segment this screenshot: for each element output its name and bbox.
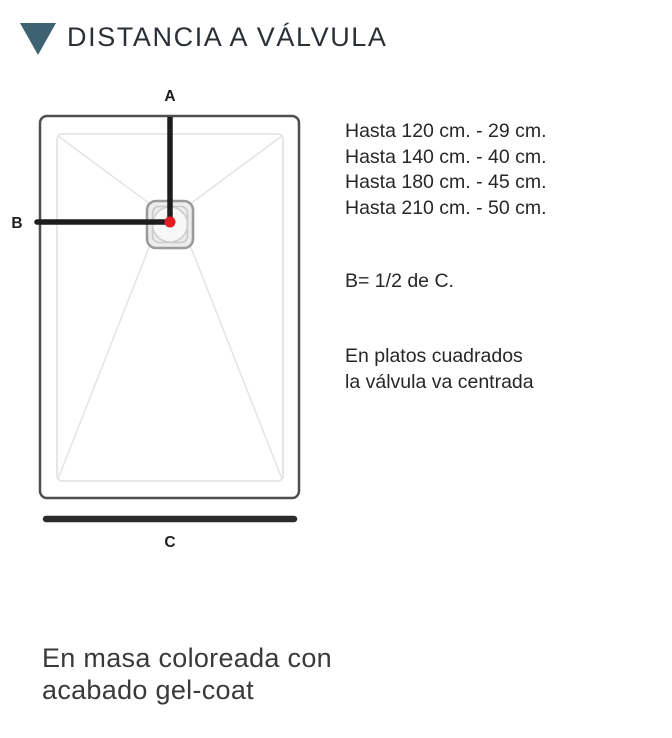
dimension-label-a: A — [164, 88, 176, 105]
square-tray-note-line: la válvula va centrada — [345, 370, 534, 393]
formula-note: B= 1/2 de C. — [345, 270, 454, 292]
material-note-line: En masa coloreada con — [42, 643, 332, 673]
distance-row: Hasta 140 cm. - 40 cm. — [345, 145, 547, 168]
distance-table — [345, 119, 547, 221]
page-title: DISTANCIA A VÁLVULA — [67, 22, 388, 52]
dimension-label-b: B — [11, 215, 23, 232]
distance-row: Hasta 210 cm. - 50 cm. — [345, 196, 547, 219]
distance-row: Hasta 180 cm. - 45 cm. — [345, 171, 547, 193]
distance-row: Hasta 120 cm. - 29 cm. — [345, 120, 547, 142]
square-tray-note-line: En platos cuadrados — [345, 345, 523, 367]
material-note — [42, 643, 332, 706]
material-note-line: acabado gel-coat — [42, 674, 254, 705]
square-tray-note — [345, 344, 534, 395]
valve-point-dot — [165, 217, 176, 228]
section-marker-icon — [19, 22, 57, 56]
dimension-label-c: C — [164, 534, 176, 551]
triangle-down-icon — [20, 23, 56, 55]
valve-distance-diagram — [0, 80, 340, 560]
